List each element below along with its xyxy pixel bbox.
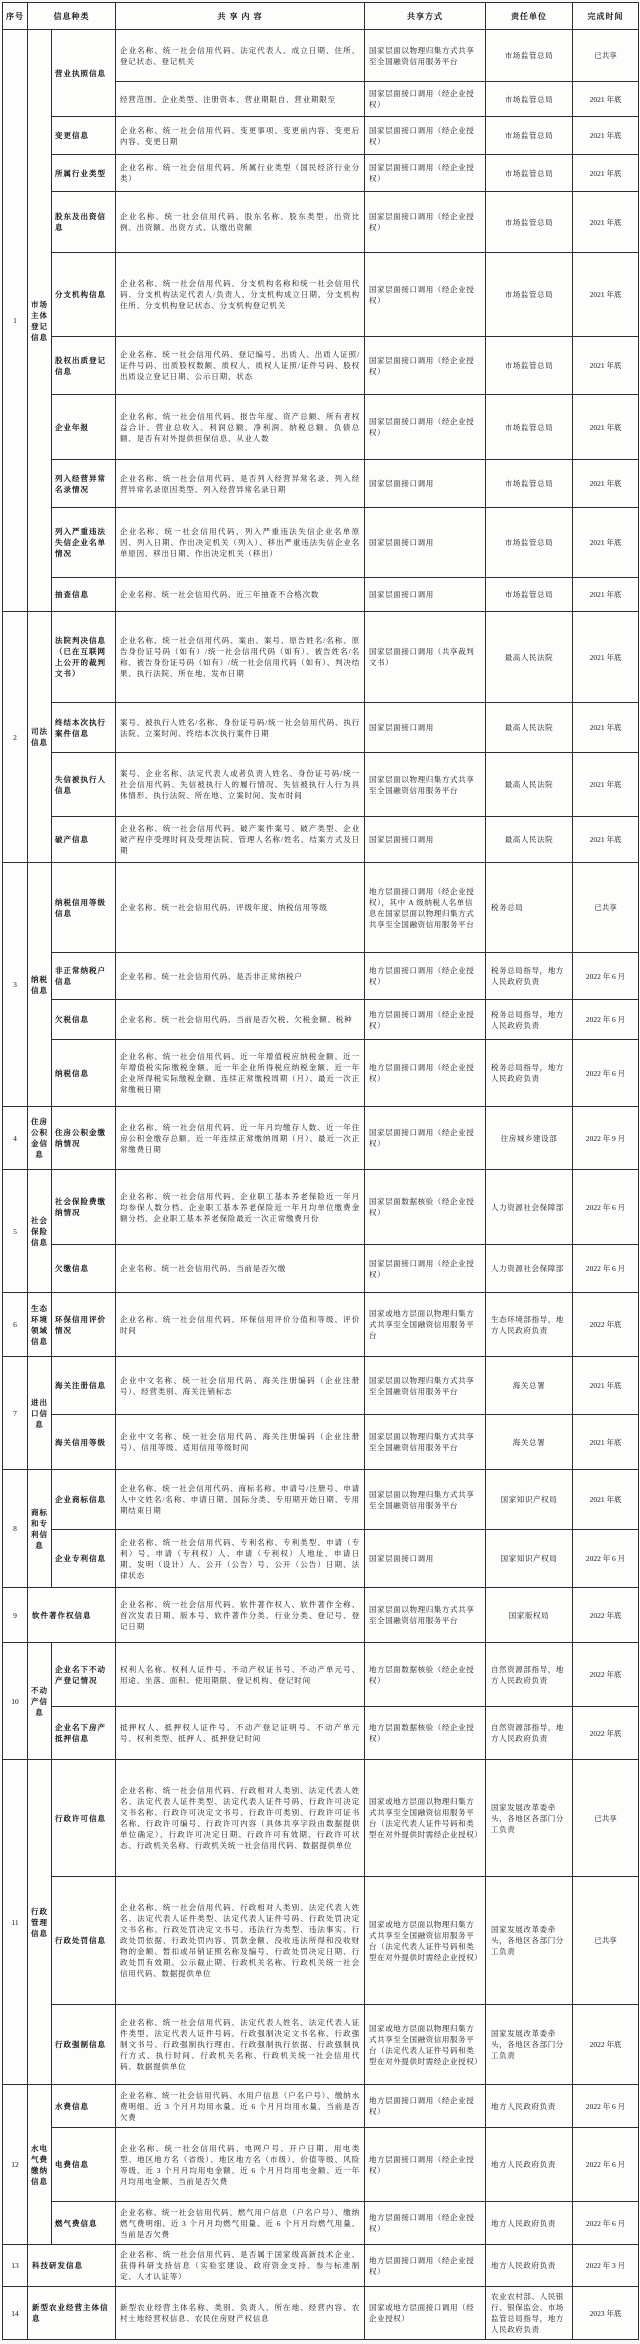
table-row	[3, 2287, 639, 2340]
share-method: 国家层面接口调用（经企业授权）	[365, 155, 486, 192]
share-content: 企业名称、统一社会信用代码、案由、案号、原告姓名/名称、原告身份证号码（如有）/统一社会信用代码（如有）、被告姓名/名称、被告身份证号码（如有）/统一社会信用代码（如有）、判决结果、执行法院、所在地、发布日期	[116, 612, 365, 703]
row-number: 9	[3, 1588, 28, 1643]
responsible-unit: 市场监管总局	[486, 192, 573, 253]
completion-time: 2022 年底	[573, 1707, 639, 1760]
info-type: 所属行业类型	[52, 155, 116, 192]
completion-time: 2022 年 6 月	[573, 1530, 639, 1588]
completion-time: 2021 年底	[573, 817, 639, 863]
info-type: 欠缴信息	[52, 1245, 116, 1293]
share-method: 国家层面接口调用（共享裁判文书）	[365, 612, 486, 703]
share-method: 地方层面接口调用（经企业授权）	[365, 953, 486, 1000]
table-row	[3, 612, 639, 703]
responsible-unit: 市场监管总局	[486, 82, 573, 117]
responsible-unit: 市场监管总局	[486, 460, 573, 508]
col-header-time: 完成时间	[573, 3, 639, 30]
completion-time: 2022 年 6 月	[573, 1170, 639, 1245]
responsible-unit: 国家知识产权局	[486, 1530, 573, 1588]
info-type: 行政处罚信息	[52, 1877, 116, 2005]
col-header-content: 共 享 内 容	[116, 3, 365, 30]
table-row	[3, 1293, 639, 1357]
completion-time: 2022 年 6 月	[573, 1000, 639, 1040]
category-label: 水电气费缴纳信息	[28, 2085, 52, 2245]
info-type: 纳税信用等级信息	[52, 863, 116, 953]
info-type: 社会保险费缴纳情况	[52, 1170, 116, 1245]
responsible-unit: 市场监管总局	[486, 578, 573, 612]
info-type: 水费信息	[52, 2085, 116, 2128]
info-type: 破产信息	[52, 817, 116, 863]
completion-time: 2022 年 9 月	[573, 1107, 639, 1170]
share-method: 地方层面接口调用（经企业授权）	[365, 2202, 486, 2245]
info-type: 行政许可信息	[52, 1760, 116, 1877]
table-row	[3, 1040, 639, 1107]
completion-time: 2021 年底	[573, 117, 639, 155]
info-type: 科技研发信息	[28, 2245, 116, 2287]
share-content: 企业名称、统一社会信用代码、是否列入经营异常名录、列入经营异常名录原因类型、列入经营异常名录日期	[116, 460, 365, 508]
share-method: 地方层面接口调用（经企业授权）	[365, 1000, 486, 1040]
responsible-unit: 农业农村部、人民银行、银保监会、市场监管总局指导，地方人民政府负责	[486, 2287, 573, 2340]
row-number: 13	[3, 2245, 28, 2287]
share-method: 国家层面接口调用（经企业授权）	[365, 337, 486, 395]
info-type: 抽查信息	[52, 578, 116, 612]
completion-time: 已共享	[573, 863, 639, 953]
info-type: 企业名下不动产登记情况	[52, 1643, 116, 1707]
table-row	[3, 953, 639, 1000]
responsible-unit: 市场监管总局	[486, 395, 573, 460]
table-row	[3, 460, 639, 508]
table-row	[3, 1530, 639, 1588]
completion-time: 2021 年底	[573, 612, 639, 703]
responsible-unit: 最高人民法院	[486, 817, 573, 863]
info-type: 企业商标信息	[52, 1470, 116, 1530]
info-type: 海关注册信息	[52, 1357, 116, 1415]
share-content: 企业名称、统一社会信用代码、法定代表人、成立日期、住所、登记状态、登记机关	[116, 30, 365, 82]
info-type: 软件著作权信息	[28, 1588, 116, 1643]
share-method: 地方层面数据核验（经企业授权）	[365, 1643, 486, 1707]
table-row	[3, 2245, 639, 2287]
row-number: 14	[3, 2287, 28, 2340]
share-content: 企业名称、统一社会信用代码、电网户号、开户日期、用电类型、地区地方名（省级）、地区地方名（市级）、价值等级、风险等级、近 3 个月月均用电金额、近 6 个月月均用电金额、近一年月均用电金额、当前是否欠费	[116, 2128, 365, 2202]
completion-time: 2022 年 6 月	[573, 2128, 639, 2202]
category-label: 进出口信息	[28, 1357, 52, 1470]
table-row	[3, 1357, 639, 1415]
share-method: 国家层面接口调用	[365, 1530, 486, 1588]
share-content: 企业名称、统一社会信用代码、破产案件案号、破产类型、企业破产程序受理时间及受理法院、管理人名称/姓名、结案方式及日期	[116, 817, 365, 863]
table-row	[3, 1170, 639, 1245]
info-type: 新型农业经营主体信息	[28, 2287, 116, 2340]
table-row	[3, 1415, 639, 1470]
completion-time: 2021 年底	[573, 753, 639, 817]
table-row	[3, 117, 639, 155]
completion-time: 2021 年底	[573, 395, 639, 460]
table-row	[3, 155, 639, 192]
share-method: 国家或地方层面接口调用（经企业授权）	[365, 2287, 486, 2340]
info-type: 营业执照信息	[52, 30, 116, 117]
share-content: 企业名称、统一社会信用代码、登记编号、出质人、出质人证照/证件号码、出质股权数额、质权人、质权人证照/证件号码、股权出质设立登记日期、公示日期、状态	[116, 337, 365, 395]
share-content: 企业名称、统一社会信用代码、是否属于国家级高新技术企业、获得科研支持信息（实验室建设、政府资金支持、参与标准制定、人才认证等）	[116, 2245, 365, 2287]
responsible-unit: 海关总署	[486, 1415, 573, 1470]
info-type: 纳税信息	[52, 1040, 116, 1107]
share-content: 企业名称、统一社会信用代码、环保信用评价分值和等级、评价时间	[116, 1293, 365, 1357]
info-type: 欠税信息	[52, 1000, 116, 1040]
responsible-unit: 最高人民法院	[486, 703, 573, 753]
completion-time: 2021 年底	[573, 460, 639, 508]
responsible-unit: 税务总局指导，地方人民政府负责	[486, 1040, 573, 1107]
info-type: 住房公积金缴纳情况	[52, 1107, 116, 1170]
completion-time: 2021 年底	[573, 1470, 639, 1530]
responsible-unit: 人力资源社会保障部	[486, 1245, 573, 1293]
row-number: 2	[3, 612, 28, 863]
responsible-unit: 海关总署	[486, 1357, 573, 1415]
info-type: 企业专利信息	[52, 1530, 116, 1588]
share-method: 国家层面接口调用	[365, 508, 486, 578]
responsible-unit: 自然资源部指导，地方人民政府负责	[486, 1707, 573, 1760]
info-type: 非正常纳税户信息	[52, 953, 116, 1000]
table-row	[3, 863, 639, 953]
share-content: 企业名称、统一社会信用代码、股东名称、股东类型、出资比例、出资额、出资方式、认缴出资额	[116, 192, 365, 253]
responsible-unit: 国家发展改革委牵头，各地区各部门分工负责	[486, 2005, 573, 2085]
info-sharing-table	[2, 2, 639, 2340]
share-method: 地方层面接口调用（经企业授权）	[365, 2085, 486, 2128]
table-row	[3, 1245, 639, 1293]
completion-time: 2021 年底	[573, 82, 639, 117]
share-method: 国家层面接口调用（经企业授权）	[365, 1107, 486, 1170]
responsible-unit: 市场监管总局	[486, 508, 573, 578]
completion-time: 2021 年底	[573, 1357, 639, 1415]
share-content: 企业名称、统一社会信用代码、软件著作权人、软件著作全称、首次发表日期、版本号、软件著作分类、行业分类、登记号、登记日期	[116, 1588, 365, 1643]
category-label: 市场主体登记信息	[28, 30, 52, 612]
share-content: 企业名称、统一社会信用代码、企业职工基本养老保险近一年月均参保人数分档、企业职工基本养老保险近一年月均单位缴费金额分档、企业职工基本养老保险最近一次正常缴费月份	[116, 1170, 365, 1245]
share-content: 权利人名称、权利人证件号、不动产权证书号、不动产单元号、用途、坐落、面积、使用期限、登记机构、登记时间	[116, 1643, 365, 1707]
responsible-unit: 地方人民政府负责	[486, 2085, 573, 2128]
row-number: 7	[3, 1357, 28, 1470]
completion-time: 2022 年底	[573, 2005, 639, 2085]
responsible-unit: 国家发展改革委牵头，各地区各部门分工负责	[486, 1877, 573, 2005]
row-number: 10	[3, 1643, 28, 1760]
completion-time: 已共享	[573, 30, 639, 82]
share-content: 企业名称、统一社会信用代码、行政相对人类别、法定代表人姓名、法定代表人证件类型、法定代表人证件号码、行政处罚决定文书名称、行政处罚决定文书号、违法行为类型、违法事实、行政处罚依据、行政处罚内容、罚款金额、没收违法所得和没收财物的金额、暂扣或吊销证照名称及编号、行政处罚决定日期、行政处罚有效期、公示截止期、行政机关名称、行政机关统一社会信用代码、数据提供单位	[116, 1877, 365, 2005]
share-method: 国家层面接口调用（经企业授权）	[365, 253, 486, 337]
info-type: 分支机构信息	[52, 253, 116, 337]
info-type: 失信被执行人信息	[52, 753, 116, 817]
completion-time: 已共享	[573, 1877, 639, 2005]
category-label: 司法信息	[28, 612, 52, 863]
responsible-unit: 税务总局	[486, 863, 573, 953]
table-row	[3, 1707, 639, 1760]
responsible-unit: 地方人民政府负责	[486, 2245, 573, 2287]
responsible-unit: 国家发展改革委牵头，各地区各部门分工负责	[486, 1760, 573, 1877]
info-type: 终结本次执行案件信息	[52, 703, 116, 753]
responsible-unit: 住房城乡建设部	[486, 1107, 573, 1170]
table-row	[3, 508, 639, 578]
share-method: 国家层面接口调用	[365, 578, 486, 612]
responsible-unit: 市场监管总局	[486, 337, 573, 395]
table-row	[3, 2005, 639, 2085]
table-row	[3, 1588, 639, 1643]
share-method: 国家层面接口调用	[365, 817, 486, 863]
share-method: 国家层面以物理归集方式共享至全国融资信用服务平台	[365, 753, 486, 817]
table-row	[3, 2085, 639, 2128]
share-method: 国家或地方层面以物理归集方式共享至全国融资信用服务平台（法定代表人证件号码和类型在对外提供时需经企业授权）	[365, 2005, 486, 2085]
share-content: 企业名称、统一社会信用代码、燃气用户信息（户名户号）、缴纳燃气费明细、近 3 个月月均燃气用量、近 6 个月月均燃气用量、当前是否欠费	[116, 2202, 365, 2245]
responsible-unit: 税务总局指导，地方人民政府负责	[486, 953, 573, 1000]
share-content: 企业中文名称、统一社会信用代码、海关注册编码（企业注册号）、经营类别、海关注销标志	[116, 1357, 365, 1415]
info-type: 燃气费信息	[52, 2202, 116, 2245]
responsible-unit: 市场监管总局	[486, 253, 573, 337]
info-type: 企业年报	[52, 395, 116, 460]
share-content: 企业名称、统一社会信用代码、专利名称、专利类型、申请（专利）号、申请（专利权）人、申请（专利权）人地址、申请日期、发明（设计）人、公开（公告）号、公开（公告）日期、法律状态	[116, 1530, 365, 1588]
share-method: 国家层面以物理归集方式共享至全国融资信用服务平台	[365, 30, 486, 82]
share-content: 经营范围、企业类型、注册资本、营业期限自、营业期限至	[116, 82, 365, 117]
info-type: 行政强制信息	[52, 2005, 116, 2085]
share-method: 国家层面接口调用（经企业授权）	[365, 82, 486, 117]
share-content: 企业名称、统一社会信用代码、法定代表人姓名、法定代表人证件类型、法定代表人证件号码、行政强制决定文书名称、行政强制文书号、行政强制执行理由、行政强制执行依据、行政强制执行方式、执行时间、行政机关名称、行政机关统一社会信用代码、数据提供单位	[116, 2005, 365, 2085]
category-label: 社会保险信息	[28, 1170, 52, 1293]
responsible-unit: 市场监管总局	[486, 30, 573, 82]
info-type: 环保信用评价情况	[52, 1293, 116, 1357]
row-number: 8	[3, 1470, 28, 1588]
completion-time: 2021 年底	[573, 253, 639, 337]
share-method: 国家层面以物理归集方式共享至全国融资信用服务平台	[365, 1415, 486, 1470]
share-method: 国家层面接口调用（经企业授权）	[365, 1245, 486, 1293]
share-content: 企业名称、统一社会信用代码、分支机构名称和统一社会信用代码、分支机构法定代表人/负责人、分支机构成立日期、分支机构住所、分支机构登记状态、分支机构登记机关	[116, 253, 365, 337]
responsible-unit: 最高人民法院	[486, 753, 573, 817]
share-content: 案号、被执行人姓名/名称、身份证号码/统一社会信用代码、执行法院、立案时间、终结本次执行案件日期	[116, 703, 365, 753]
responsible-unit: 税务总局指导，地方人民政府负责	[486, 1000, 573, 1040]
completion-time: 2022 年 6 月	[573, 2085, 639, 2128]
table-row	[3, 253, 639, 337]
table-row	[3, 817, 639, 863]
share-content: 企业名称、统一社会信用代码、近三年抽查不合格次数	[116, 578, 365, 612]
col-header-no: 序号	[3, 3, 28, 30]
info-type: 变更信息	[52, 117, 116, 155]
share-content: 企业名称、统一社会信用代码、列入严重违法失信企业名单原因、列入日期、作出决定机关（列入）、移出严重违法失信企业名单原因、移出日期、作出决定机关（移出）	[116, 508, 365, 578]
share-method: 地方层面接口调用（经企业授权）	[365, 1040, 486, 1107]
table-row	[3, 1107, 639, 1170]
completion-time: 2021 年底	[573, 703, 639, 753]
category-label: 不动产信息	[28, 1643, 52, 1760]
completion-time: 2022 年 3 月	[573, 2245, 639, 2287]
share-method: 国家层面接口调用（经企业授权）	[365, 395, 486, 460]
row-number: 1	[3, 30, 28, 612]
table-row	[3, 578, 639, 612]
completion-time: 2021 年底	[573, 1415, 639, 1470]
share-content: 企业名称、统一社会信用代码、行政相对人类别、法定代表人姓名、法定代表人证件类型、法定代表人证件号码、行政许可决定文书名称、行政许可决定文书号、行政许可类别、行政许可证书名称、行政许可编号、行政许可内容（具体共享字段由数据提供单位确定）、行政许可决定日期、行政许可有效期、行政许可状态、行政机关名称、行政机关统一社会信用代码、数据提供单位	[116, 1760, 365, 1877]
share-method: 国家层面接口调用	[365, 703, 486, 753]
share-content: 企业名称、统一社会信用代码、水用户信息（户名户号）、缴纳水费明细、近 3 个月月均用水量、近 6 个月月均用水量、当前是否欠费	[116, 2085, 365, 2128]
responsible-unit: 市场监管总局	[486, 117, 573, 155]
responsible-unit: 市场监管总局	[486, 155, 573, 192]
share-method: 国家层面接口调用（经企业授权）	[365, 117, 486, 155]
info-type: 电费信息	[52, 2128, 116, 2202]
table-row	[3, 1877, 639, 2005]
completion-time: 2022 年底	[573, 1293, 639, 1357]
row-number: 12	[3, 2085, 28, 2245]
share-content: 新型农业经营主体名称、类别、负责人、所在地、经营内容、农村土地经营权信息、农民住房财产权信息	[116, 2287, 365, 2340]
share-content: 抵押权人、抵押权人证件号、不动产登记证明号、不动产单元号、权利类型、抵押人、抵押登记时间	[116, 1707, 365, 1760]
share-method: 国家或地方层面以物理归集方式共享至全国融资信用服务平台（法定代表人证件号码和类型在对外提供时需经企业授权）	[365, 1877, 486, 2005]
info-type: 列入严重违法失信企业名单情况	[52, 508, 116, 578]
responsible-unit: 生态环境部指导，地方人民政府负责	[486, 1293, 573, 1357]
share-content: 企业名称、统一社会信用代码、当前是否欠缴	[116, 1245, 365, 1293]
table-row	[3, 30, 639, 82]
completion-time: 2021 年底	[573, 155, 639, 192]
info-type: 列入经营异常名录情况	[52, 460, 116, 508]
category-label: 纳税信息	[28, 863, 52, 1107]
share-content: 企业名称、统一社会信用代码、报告年度、资产总额、所有者权益合计、营业总收入、利润总额、净利润、纳税总额、负债总额、是否有对外提供担保信息、从业人数	[116, 395, 365, 460]
share-content: 企业名称、统一社会信用代码、变更事项、变更前内容、变更后内容、变更日期	[116, 117, 365, 155]
completion-time: 已共享	[573, 1760, 639, 1877]
share-content: 企业名称、统一社会信用代码、商标名称、申请号/注册号、申请人中文姓名/名称、申请日期、国际分类、专用期开始日期、专用期结束日期	[116, 1470, 365, 1530]
share-content: 企业名称、统一社会信用代码、所属行业类型（国民经济行业分类）	[116, 155, 365, 192]
info-type: 法院判决信息（已在互联网上公开的裁判文书）	[52, 612, 116, 703]
completion-time: 2023 年底	[573, 2287, 639, 2340]
info-type: 海关信用等级	[52, 1415, 116, 1470]
share-method: 地方层面接口调用（经企业授权），其中 A 级纳税人名单信息在国家层面以物理归集方式共享至全国融资信用服务平台	[365, 863, 486, 953]
completion-time: 2021 年底	[573, 578, 639, 612]
completion-time: 2022 年底	[573, 1643, 639, 1707]
row-number: 6	[3, 1293, 28, 1357]
col-header-type: 信息种类	[28, 3, 116, 30]
col-header-unit: 责任单位	[486, 3, 573, 30]
completion-time: 2022 年底	[573, 1588, 639, 1643]
completion-time: 2021 年底	[573, 337, 639, 395]
table-row	[3, 753, 639, 817]
responsible-unit: 国家知识产权局	[486, 1470, 573, 1530]
completion-time: 2021 年底	[573, 508, 639, 578]
table-row	[3, 2202, 639, 2245]
share-method: 国家层面以物理归集方式共享至全国融资信用服务平台	[365, 1588, 486, 1643]
responsible-unit: 人力资源社会保障部	[486, 1170, 573, 1245]
share-method: 地方层面接口调用（经企业授权）	[365, 2245, 486, 2287]
table-row	[3, 192, 639, 253]
share-content: 企业名称、统一社会信用代码、是否非正常纳税户	[116, 953, 365, 1000]
info-type: 股权出质登记信息	[52, 337, 116, 395]
share-method: 国家或地方层面以物理归集方式共享至全国融资信用服务平台	[365, 1293, 486, 1357]
responsible-unit: 自然资源部指导，地方人民政府负责	[486, 1643, 573, 1707]
share-content: 企业名称、统一社会信用代码、近一年增值税应纳税金额、近一年增值税实际缴税金额、近一年企业所得税应纳税金额、近一年企业所得税实际缴税金额、连续正常缴税周期（月）、最近一次正常缴税日期	[116, 1040, 365, 1107]
info-type: 股东及出资信息	[52, 192, 116, 253]
completion-time: 2022 年 6 月	[573, 1040, 639, 1107]
responsible-unit: 地方人民政府负责	[486, 2202, 573, 2245]
category-label: 住房公积金信息	[28, 1107, 52, 1170]
share-method: 国家层面接口调用（经企业授权）	[365, 192, 486, 253]
category-label: 行政管理信息	[28, 1760, 52, 2085]
row-number: 3	[3, 863, 28, 1107]
completion-time: 2022 年 6 月	[573, 2202, 639, 2245]
share-method: 地方层面接口调用（经企业授权）	[365, 2128, 486, 2202]
share-content: 案号、企业名称、法定代表人或者负责人姓名、身份证号码/统一社会信用代码、失信被执行人的履行情况、失信被执行人行为具体情形、执行法院、所在地、立案时间、发布时间	[116, 753, 365, 817]
share-content: 企业名称、统一社会信用代码、评级年度、纳税信用等级	[116, 863, 365, 953]
table-row	[3, 1470, 639, 1530]
info-type: 企业名下房产抵押信息	[52, 1707, 116, 1760]
responsible-unit: 地方人民政府负责	[486, 2128, 573, 2202]
row-number: 11	[3, 1760, 28, 2085]
table-row	[3, 1643, 639, 1707]
share-method: 国家层面以物理归集方式共享至全国融资信用服务平台	[365, 1470, 486, 1530]
col-header-method: 共享方式	[365, 3, 486, 30]
table-row	[3, 703, 639, 753]
share-method: 地方层面数据核验（经企业授权）	[365, 1707, 486, 1760]
table-row	[3, 2128, 639, 2202]
share-content: 企业名称、统一社会信用代码、近一年月均缴存人数、近一年住房公积金缴存总额、近一年连续正常缴纳周期（月）、最近一次正常缴费日期	[116, 1107, 365, 1170]
header-row	[3, 3, 639, 30]
category-label: 生态环境领域信息	[28, 1293, 52, 1357]
share-method: 国家层面接口调用	[365, 460, 486, 508]
share-method: 国家或地方层面以物理归集方式共享至全国融资信用服务平台（法定代表人证件号码和类型在对外提供时需经企业授权）	[365, 1760, 486, 1877]
table-row	[3, 1000, 639, 1040]
share-method: 国家层面数据核验（经企业授权）	[365, 1170, 486, 1245]
share-method: 国家层面以物理归集方式共享至全国融资信用服务平台	[365, 1357, 486, 1415]
share-content: 企业中文名称、统一社会信用代码、海关注册编码（企业注册号）、信用等级、适用信用等级时间	[116, 1415, 365, 1470]
table-row	[3, 337, 639, 395]
document-page	[0, 2, 640, 2340]
table-row	[3, 395, 639, 460]
category-label: 商标和专利信息	[28, 1470, 52, 1588]
row-number: 4	[3, 1107, 28, 1170]
share-content: 企业名称、统一社会信用代码、当前是否欠税、欠税金额、税种	[116, 1000, 365, 1040]
row-number: 5	[3, 1170, 28, 1293]
responsible-unit: 国家版权局	[486, 1588, 573, 1643]
completion-time: 2021 年底	[573, 192, 639, 253]
completion-time: 2022 年 6 月	[573, 953, 639, 1000]
responsible-unit: 最高人民法院	[486, 612, 573, 703]
table-row	[3, 1760, 639, 1877]
completion-time: 2022 年 6 月	[573, 1245, 639, 1293]
